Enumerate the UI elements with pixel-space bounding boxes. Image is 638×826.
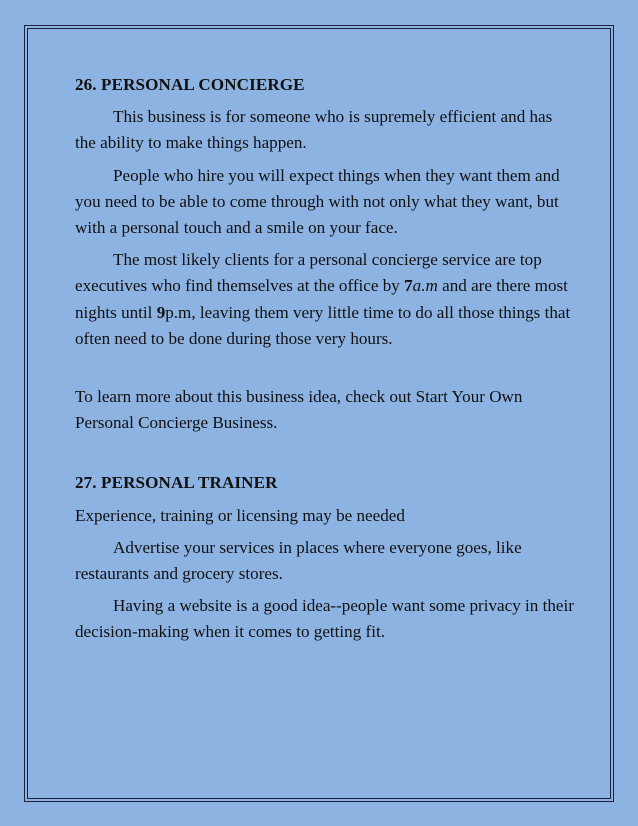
- concierge-paragraph-1: This business is for someone who is supremely efficient and has the ability to make things happen.: [75, 107, 553, 153]
- time-end-number: 9: [156, 302, 166, 322]
- time-end-unit: p.m: [165, 302, 192, 322]
- trainer-paragraph-1: Advertise your services in places where everyone goes, like restaurants and grocery stores.: [75, 537, 522, 584]
- spacer: [75, 442, 575, 470]
- concierge-paragraph-2: People who hire you will expect things when they want them and you need to be able to come through with not only what they want, but with a personal touch and a smile on your face.: [75, 165, 560, 238]
- time-start-number: 7: [404, 276, 413, 296]
- clients-text-part1: The most likely clients for a personal concierge service are top executives who find themselves at the office by: [75, 250, 542, 296]
- trainer-intro: Experience, training or licensing may be needed: [75, 505, 405, 525]
- learn-more-paragraph: To learn more about this business idea, check out Start Your Own Personal Concierge Business.: [75, 387, 523, 433]
- clients-text-part2: and are there most nights until: [75, 276, 568, 322]
- trainer-paragraph-2: Having a website is a good idea--people want some privacy in their decision-making when it comes to getting fit.: [75, 596, 574, 642]
- section-heading-personal-trainer: 27. PERSONAL TRAINER: [75, 473, 278, 493]
- concierge-clients-paragraph: [75, 247, 575, 352]
- section-heading-personal-concierge: 26. PERSONAL CONCIERGE: [75, 75, 305, 94]
- document-body: [75, 72, 575, 652]
- time-start-unit: a.m: [412, 276, 438, 296]
- spacer: [75, 358, 575, 384]
- clients-text-part3: , leaving them very little time to do all those things that often need to be done during those very hours.: [75, 302, 571, 348]
